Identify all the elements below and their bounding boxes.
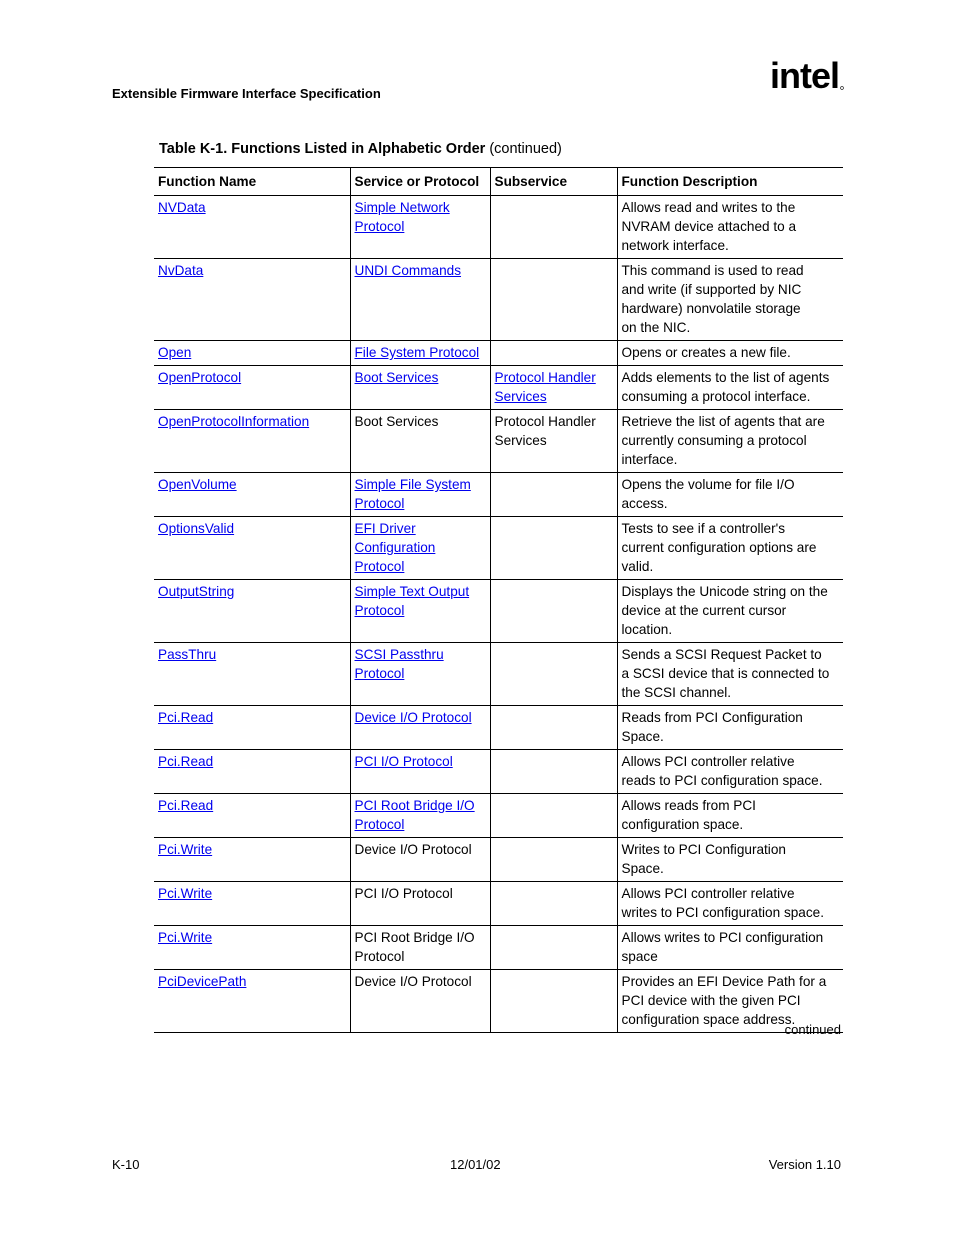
table-row: [154, 838, 843, 882]
column-header-description: Function Description: [617, 168, 843, 196]
cell-subservice: [490, 970, 617, 1033]
cell-service: [350, 643, 490, 706]
table-row: [154, 341, 843, 366]
footer-version: Version 1.10: [768, 1157, 841, 1172]
table-row: [154, 366, 843, 410]
cell-description: [617, 517, 843, 580]
table-caption-label: Table K-1. Functions Listed in Alphabetic Order: [159, 141, 486, 157]
cell-function-name: [154, 750, 350, 794]
cell-function-name: [154, 838, 350, 882]
cell-function-name: [154, 643, 350, 706]
function-name-link[interactable]: Pci.Read: [158, 798, 214, 813]
function-name-link[interactable]: Pci.Write: [158, 886, 213, 901]
description-text: Displays the Unicode string on the device at the current cursor location.: [621, 584, 828, 637]
table-row: [154, 794, 843, 838]
service-link[interactable]: UNDI Commands: [354, 263, 462, 278]
service-text: Device I/O Protocol: [354, 974, 472, 989]
function-name-link[interactable]: OpenProtocol: [158, 370, 242, 385]
column-header-function-name: Function Name: [154, 168, 350, 196]
cell-function-name: [154, 341, 350, 366]
description-text: Retrieve the list of agents that are currently consuming a protocol interface.: [621, 414, 825, 467]
cell-service: [350, 706, 490, 750]
cell-subservice: [490, 706, 617, 750]
function-name-link[interactable]: Pci.Write: [158, 930, 213, 945]
cell-service: [350, 580, 490, 643]
table-row: [154, 580, 843, 643]
table-row: [154, 196, 843, 259]
table-row: [154, 882, 843, 926]
cell-description: [617, 341, 843, 366]
function-name-link[interactable]: Pci.Read: [158, 710, 214, 725]
cell-function-name: [154, 410, 350, 473]
continued-note: continued: [784, 1022, 841, 1037]
table-row: [154, 410, 843, 473]
cell-service: [350, 410, 490, 473]
description-text: Sends a SCSI Request Packet to a SCSI device that is connected to the SCSI channel.: [621, 647, 830, 700]
cell-description: [617, 706, 843, 750]
service-link[interactable]: Simple Text Output Protocol: [354, 584, 470, 618]
cell-subservice: [490, 259, 617, 341]
cell-service: [350, 366, 490, 410]
cell-function-name: [154, 259, 350, 341]
description-text: Allows reads from PCI configuration space.: [621, 798, 756, 832]
cell-description: [617, 366, 843, 410]
cell-function-name: [154, 517, 350, 580]
cell-description: [617, 926, 843, 970]
description-text: Allows PCI controller relative reads to PCI configuration space.: [621, 754, 823, 788]
table-row: [154, 926, 843, 970]
cell-description: [617, 838, 843, 882]
footer-page-number: K-10: [112, 1157, 140, 1172]
table-row: [154, 259, 843, 341]
description-text: Tests to see if a controller's current configuration options are valid.: [621, 521, 817, 574]
service-text: Boot Services: [354, 414, 439, 429]
cell-subservice: [490, 750, 617, 794]
cell-description: [617, 259, 843, 341]
function-name-link[interactable]: Pci.Read: [158, 754, 214, 769]
cell-function-name: [154, 706, 350, 750]
column-header-service: Service or Protocol: [350, 168, 490, 196]
function-name-link[interactable]: OutputString: [158, 584, 235, 599]
cell-service: [350, 196, 490, 259]
description-text: Reads from PCI Configuration Space.: [621, 710, 803, 744]
logo-text: intel: [770, 60, 840, 96]
table-caption: [159, 141, 562, 157]
function-name-link[interactable]: OpenProtocolInformation: [158, 414, 310, 429]
cell-subservice: [490, 838, 617, 882]
cell-subservice: [490, 366, 617, 410]
cell-function-name: [154, 580, 350, 643]
document-header-title: Extensible Firmware Interface Specification: [112, 86, 381, 101]
cell-description: [617, 410, 843, 473]
column-header-subservice: Subservice: [490, 168, 617, 196]
function-name-link[interactable]: Open: [158, 345, 192, 360]
table-row: [154, 750, 843, 794]
description-text: Writes to PCI Configuration Space.: [621, 842, 786, 876]
cell-service: [350, 970, 490, 1033]
cell-subservice: [490, 882, 617, 926]
function-name-link[interactable]: PciDevicePath: [158, 974, 247, 989]
cell-description: [617, 473, 843, 517]
table-row: [154, 970, 843, 1033]
function-name-link[interactable]: OptionsValid: [158, 521, 235, 536]
cell-function-name: [154, 473, 350, 517]
cell-subservice: [490, 926, 617, 970]
description-text: This command is used to read and write (if supported by NIC hardware) nonvolatile storage on the NIC.: [621, 263, 804, 335]
service-link[interactable]: Simple File System Protocol: [354, 477, 471, 511]
service-link[interactable]: PCI Root Bridge I/O Protocol: [354, 798, 475, 832]
function-name-link[interactable]: NVData: [158, 200, 206, 215]
description-text: Opens or creates a new file.: [621, 345, 791, 360]
cell-subservice: [490, 196, 617, 259]
function-name-link[interactable]: PassThru: [158, 647, 217, 662]
cell-subservice: [490, 341, 617, 366]
cell-description: [617, 196, 843, 259]
subservice-link[interactable]: Protocol Handler Services: [494, 370, 596, 404]
cell-service: [350, 882, 490, 926]
table-row: [154, 643, 843, 706]
cell-function-name: [154, 366, 350, 410]
cell-description: [617, 794, 843, 838]
intel-logo: [770, 60, 850, 105]
cell-description: [617, 750, 843, 794]
service-link[interactable]: Simple Network Protocol: [354, 200, 450, 234]
cell-subservice: [490, 580, 617, 643]
service-text: Device I/O Protocol: [354, 842, 472, 857]
service-link[interactable]: Device I/O Protocol: [354, 710, 472, 725]
subservice-text: Protocol Handler Services: [494, 414, 596, 448]
cell-function-name: [154, 882, 350, 926]
cell-description: [617, 580, 843, 643]
table-row: [154, 706, 843, 750]
cell-function-name: [154, 794, 350, 838]
description-text: Allows read and writes to the NVRAM device attached to a network interface.: [621, 200, 797, 253]
cell-service: [350, 259, 490, 341]
service-link[interactable]: File System Protocol: [354, 345, 480, 360]
cell-subservice: [490, 643, 617, 706]
cell-service: [350, 341, 490, 366]
table-caption-suffix: (continued): [485, 141, 562, 157]
service-text: PCI Root Bridge I/O Protocol: [354, 930, 475, 964]
description-text: Provides an EFI Device Path for a PCI device with the given PCI configuration space address.: [621, 974, 827, 1027]
table-header-row: [154, 168, 843, 196]
table-row: [154, 517, 843, 580]
function-name-link[interactable]: NvData: [158, 263, 204, 278]
service-link[interactable]: EFI Driver Configuration Protocol: [354, 521, 436, 574]
cell-service: [350, 750, 490, 794]
service-link[interactable]: PCI I/O Protocol: [354, 754, 453, 769]
cell-service: [350, 517, 490, 580]
functions-table: [154, 167, 843, 1033]
description-text: Opens the volume for file I/O access.: [621, 477, 795, 511]
function-name-link[interactable]: Pci.Write: [158, 842, 213, 857]
cell-subservice: [490, 473, 617, 517]
cell-service: [350, 926, 490, 970]
cell-subservice: [490, 410, 617, 473]
footer-date: 12/01/02: [450, 1157, 501, 1172]
table-body: [154, 196, 843, 1033]
cell-service: [350, 473, 490, 517]
service-text: PCI I/O Protocol: [354, 886, 453, 901]
service-link[interactable]: SCSI Passthru Protocol: [354, 647, 444, 681]
cell-description: [617, 643, 843, 706]
cell-description: [617, 882, 843, 926]
cell-subservice: [490, 517, 617, 580]
cell-function-name: [154, 196, 350, 259]
table-row: [154, 473, 843, 517]
description-text: Adds elements to the list of agents consuming a protocol interface.: [621, 370, 830, 404]
service-link[interactable]: Boot Services: [354, 370, 439, 385]
function-name-link[interactable]: OpenVolume: [158, 477, 237, 492]
cell-subservice: [490, 794, 617, 838]
cell-function-name: [154, 926, 350, 970]
cell-service: [350, 838, 490, 882]
description-text: Allows PCI controller relative writes to PCI configuration space.: [621, 886, 824, 920]
cell-function-name: [154, 970, 350, 1033]
cell-service: [350, 794, 490, 838]
description-text: Allows writes to PCI configuration space: [621, 930, 824, 964]
